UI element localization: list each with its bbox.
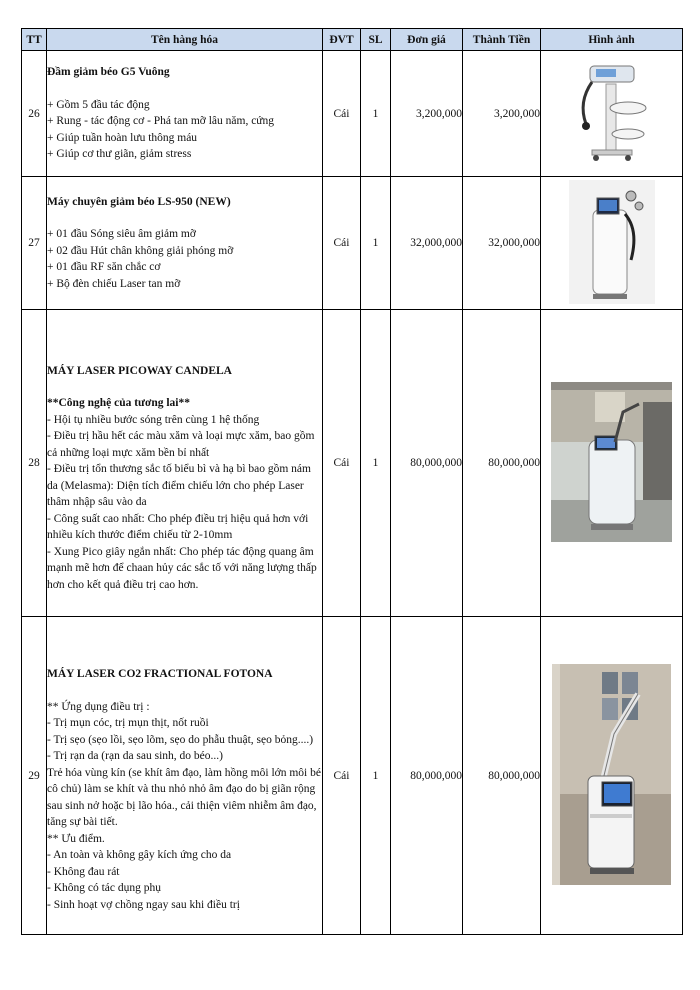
- unit-price-cell: 80,000,000: [391, 310, 463, 617]
- unit-price-cell: 32,000,000: [391, 177, 463, 310]
- header-unit: ĐVT: [323, 29, 361, 51]
- unit-cell: Cái: [323, 51, 361, 177]
- feature-line: **Công nghệ của tương lai**: [47, 397, 190, 410]
- total-cell: 32,000,000: [463, 177, 541, 310]
- unit-price-cell: 3,200,000: [391, 51, 463, 177]
- product-description: [47, 51, 323, 177]
- row-number: 27: [22, 177, 47, 310]
- product-name: Đầm giảm béo G5 Vuông: [47, 66, 170, 79]
- unit-cell: Cái: [323, 617, 361, 935]
- table-row: [22, 51, 683, 177]
- row-number: 28: [22, 310, 47, 617]
- product-image-ls950: [569, 180, 655, 304]
- feature-line: - Trị mụn cóc, trị mụn thịt, nốt ruồi: [47, 717, 209, 729]
- feature-line: - An toàn và không gây kích ứng cho da: [47, 849, 232, 861]
- feature-line: Trẻ hóa vùng kín (se khít âm đạo, làm hồng môi lớn môi bé cô chủ) làm se khít và thu nhỏ nhỏ âm đạo do bị giãn rộng sau sinh nở hoặc bị lão hóa., cải thiện viêm nhiễm âm đạo, tăng sự bài tiết.: [47, 766, 321, 828]
- header-tt: TT: [22, 29, 47, 51]
- quantity-cell: 1: [361, 617, 391, 935]
- feature-line: - Trị rạn da (rạn da sau sinh, do béo...): [47, 750, 223, 762]
- unit-cell: Cái: [323, 177, 361, 310]
- product-image-cell: [541, 177, 683, 310]
- header-image: Hình ảnh: [541, 29, 683, 51]
- product-image-g5: [572, 62, 652, 162]
- table-row: [22, 310, 683, 617]
- product-description: [47, 310, 323, 617]
- product-image-picoway: [551, 382, 672, 542]
- feature-line: ** Ưu điểm.: [47, 832, 105, 845]
- product-image-co2-fotona: [552, 664, 671, 885]
- product-description: [47, 617, 323, 935]
- row-number: 26: [22, 51, 47, 177]
- price-table: [21, 28, 683, 935]
- feature-line: + Giúp cơ thư giãn, giảm stress: [47, 148, 192, 161]
- quantity-cell: 1: [361, 310, 391, 617]
- feature-line: + Gồm 5 đầu tác động: [47, 98, 150, 111]
- product-image-cell: [541, 310, 683, 617]
- table-row: [22, 177, 683, 310]
- quantity-cell: 1: [361, 51, 391, 177]
- feature-line: - Không có tác dụng phụ: [47, 882, 162, 894]
- header-qty: SL: [361, 29, 391, 51]
- total-cell: 80,000,000: [463, 310, 541, 617]
- unit-price-cell: 80,000,000: [391, 617, 463, 935]
- feature-line: - Xung Pico giây ngắn nhất: Cho phép tác động quang âm mạnh mẽ hơn để chaan hủy các sắc tố với năng lượng thấp hơn cho kết quả điều trị cao hơn.: [47, 545, 317, 591]
- feature-line: + Bộ đèn chiếu Laser tan mỡ: [47, 277, 181, 290]
- product-name: MÁY LASER PICOWAY CANDELA: [47, 364, 232, 377]
- feature-line: - Sinh hoạt vợ chồng ngay sau khi điều trị: [47, 898, 240, 911]
- header-name: Tên hàng hóa: [47, 29, 323, 51]
- row-number: 29: [22, 617, 47, 935]
- feature-line: - Hội tụ nhiều bước sóng trên cùng 1 hệ thống: [47, 413, 260, 426]
- quantity-cell: 1: [361, 177, 391, 310]
- header-total: Thành Tiền: [463, 29, 541, 51]
- feature-line: - Điều trị hầu hết các màu xăm và loại mực xăm, bao gồm cả những loại mực xăm bền bỉ nhất: [47, 430, 315, 459]
- product-name: Máy chuyên giảm béo LS-950 (NEW): [47, 195, 231, 208]
- table-row: [22, 617, 683, 935]
- feature-line: - Điều trị tổn thương sắc tố biểu bì và hạ bì bao gồm nám da (Melasma): Diện tích điểm chiếu lớn cho phép Laser thâm nhập sâu vào da: [47, 463, 311, 509]
- feature-line: + Giúp tuần hoàn lưu thông máu: [47, 131, 198, 144]
- total-cell: 80,000,000: [463, 617, 541, 935]
- header-price: Đơn giá: [391, 29, 463, 51]
- feature-line: + 01 đầu RF săn chắc cơ: [47, 261, 161, 274]
- product-description: [47, 177, 323, 310]
- product-name: MÁY LASER CO2 FRACTIONAL FOTONA: [47, 668, 273, 680]
- feature-line: + 02 đầu Hút chân không giải phóng mỡ: [47, 244, 234, 257]
- feature-line: ** Ứng dụng điều trị :: [47, 700, 150, 713]
- feature-line: - Công suất cao nhất: Cho phép điều trị hiệu quả hơn với nhiều kích thước điểm chiếu từ 2-10mm: [47, 512, 309, 542]
- feature-line: - Trị sẹo (sẹo lồi, sẹo lõm, sẹo do phẫu thuật, sẹo bỏng....): [47, 733, 314, 746]
- product-image-cell: [541, 617, 683, 935]
- product-image-cell: [541, 51, 683, 177]
- unit-cell: Cái: [323, 310, 361, 617]
- feature-line: - Không đau rát: [47, 865, 120, 878]
- table-header-row: [22, 29, 683, 51]
- feature-line: + Rung - tác động cơ - Phá tan mỡ lâu năm, cứng: [47, 115, 275, 128]
- feature-line: + 01 đầu Sóng siêu âm giảm mỡ: [47, 228, 196, 241]
- total-cell: 3,200,000: [463, 51, 541, 177]
